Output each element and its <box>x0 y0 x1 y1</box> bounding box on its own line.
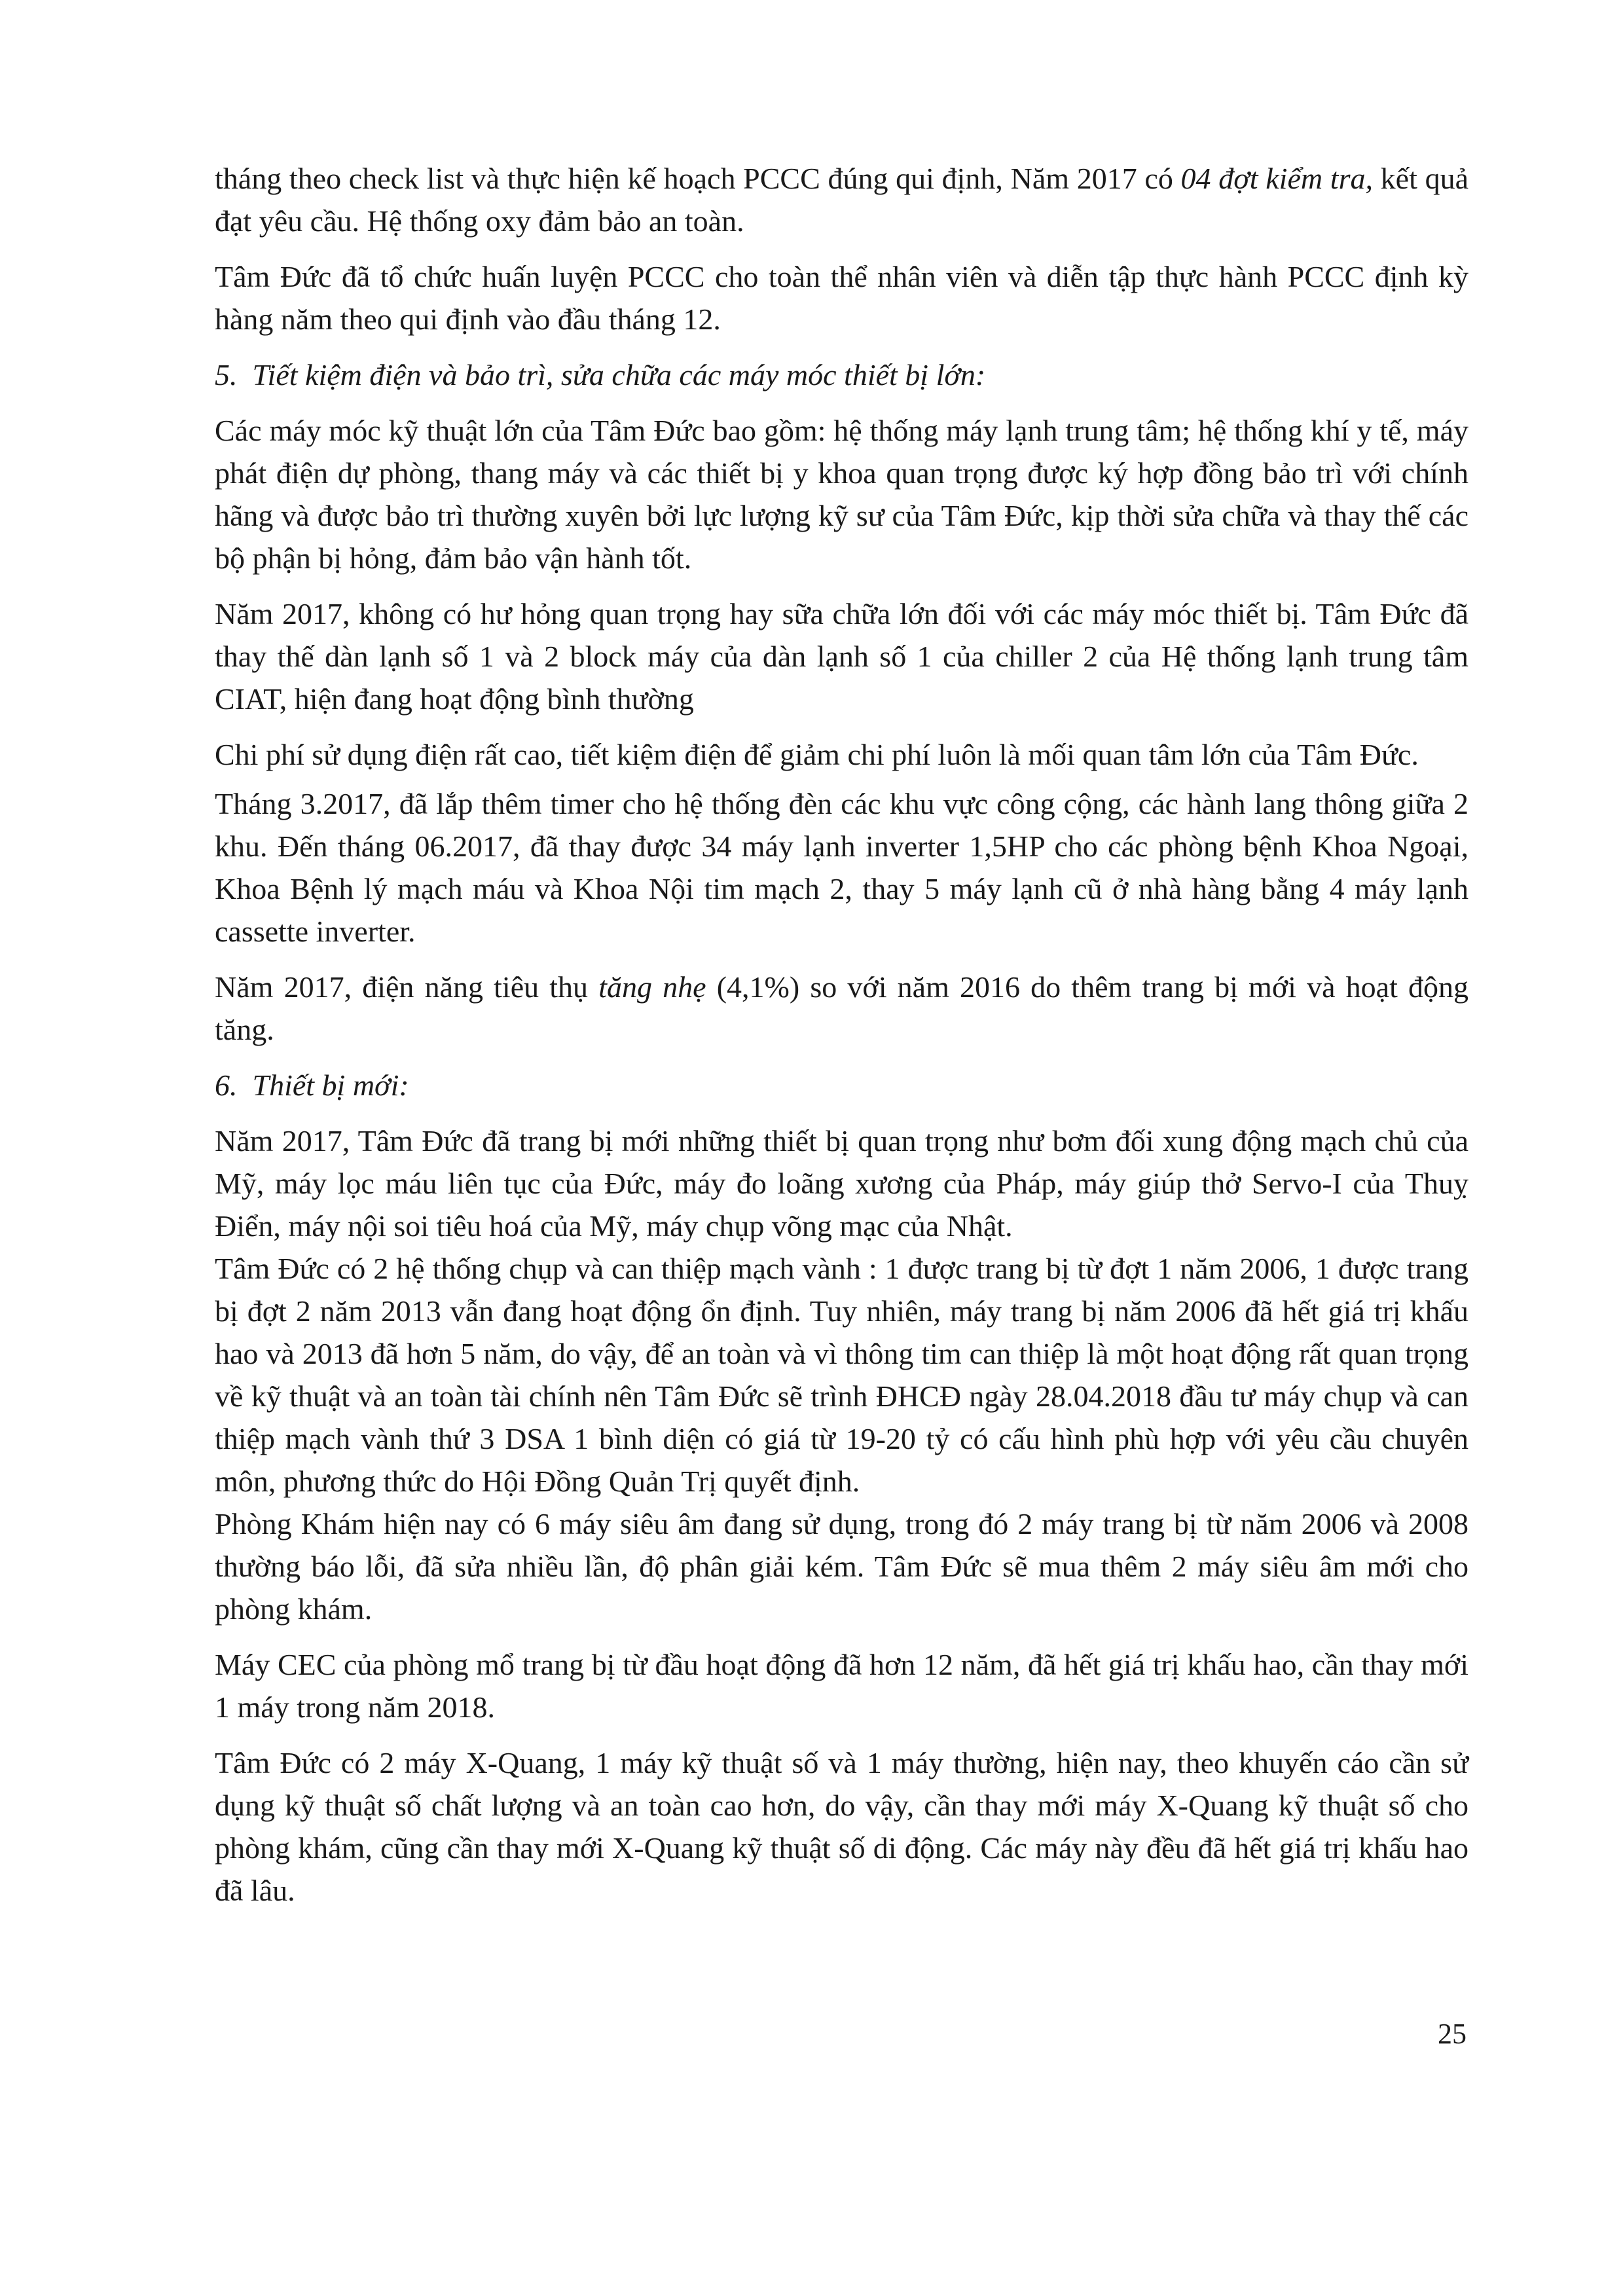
text: tháng theo check list và thực hiện kế hoạch PCCC đúng qui định, Năm 2017 có <box>215 162 1181 195</box>
paragraph-fire-training: Tâm Đức đã tổ chức huấn luyện PCCC cho toàn thể nhân viên và diễn tập thực hành PCCC định kỳ hàng năm theo qui định vào đầu tháng 12. <box>215 260 1468 336</box>
paragraph-cec-machine: Máy CEC của phòng mổ trang bị từ đầu hoạt động đã hơn 12 năm, đã hết giá trị khấu hao, cần thay mới 1 máy trong năm 2018. <box>215 1648 1468 1724</box>
page-number: 25 <box>1438 2018 1467 2050</box>
text: kết quả đạt yêu cầu. Hệ thống oxy đảm bảo an toàn. <box>215 162 1468 238</box>
text: Năm 2017, điện năng tiêu thụ <box>215 970 599 1004</box>
paragraph-energy-consumption <box>215 966 1468 1051</box>
paragraph-fire-safety-inspection <box>215 157 1468 242</box>
paragraph-electricity-cost: Chi phí sử dụng điện rất cao, tiết kiệm điện để giảm chi phí luôn là mối quan tâm lớn của Tâm Đức. <box>215 738 1419 771</box>
emphasis-text: tăng nhẹ <box>598 970 706 1004</box>
paragraph-2017-repairs: Năm 2017, không có hư hỏng quan trọng hay sữa chữa lớn đối với các máy móc thiết bị. Tâm Đức đã thay thế dàn lạnh số 1 và 2 block máy của dàn lạnh số 1 của chiller 2 của Hệ thống lạnh trung tâm CIAT, hiện đang hoạt động bình thường <box>215 597 1468 716</box>
section-title: Tiết kiệm điện và bảo trì, sửa chữa các máy móc thiết bị lớn: <box>252 358 986 392</box>
document-body <box>215 157 1468 1912</box>
section-title: Thiết bị mới: <box>252 1068 409 1102</box>
paragraph-ultrasound-machines: Phòng Khám hiện nay có 6 máy siêu âm đang sử dụng, trong đó 2 máy trang bị từ năm 2006 và 2008 thường báo lỗi, đã sửa nhiều lần, độ phân giải kém. Tâm Đức sẽ mua thêm 2 máy siêu âm mới cho phòng khám. <box>215 1507 1468 1626</box>
section-number: 5. <box>215 358 238 392</box>
paragraph-new-equipment-2017: Năm 2017, Tâm Đức đã trang bị mới những thiết bị quan trọng như bơm đối xung động mạch chủ của Mỹ, máy lọc máu liên tục của Đức, máy đo loãng xương của Pháp, máy giúp thở Servo-I của Thuỵ Điển, máy nội soi tiêu hoá của Mỹ, máy chụp võng mạc của Nhật. <box>215 1124 1468 1243</box>
paragraph-energy-saving-actions: Tháng 3.2017, đã lắp thêm timer cho hệ thống đèn các khu vực công cộng, các hành lang thông giữa 2 khu. Đến tháng 06.2017, đã thay được 34 máy lạnh inverter 1,5HP cho các phòng bệnh Khoa Ngoại, Khoa Bệnh lý mạch máu và Khoa Nội tim mạch 2, thay 5 máy lạnh cũ ở nhà hàng bằng 4 máy lạnh cassette inverter. <box>215 787 1468 948</box>
paragraph-xray-machines: Tâm Đức có 2 máy X-Quang, 1 máy kỹ thuật số và 1 máy thường, hiện nay, theo khuyến cáo cần sử dụng kỹ thuật số chất lượng và an toàn cao hơn, do vậy, cần thay mới máy X-Quang kỹ thuật số cho phòng khám, cũng cần thay mới X-Quang kỹ thuật số di động. Các máy này đều đã hết giá trị khấu hao đã lâu. <box>215 1746 1468 1907</box>
section-heading-5 <box>215 354 1468 396</box>
paragraph-major-equipment: Các máy móc kỹ thuật lớn của Tâm Đức bao gồm: hệ thống máy lạnh trung tâm; hệ thống khí y tế, máy phát điện dự phòng, thang máy và các thiết bị y khoa quan trọng được ký hợp đồng bảo trì với chính hãng và được bảo trì thường xuyên bởi lực lượng kỹ sư của Tâm Đức, kịp thời sửa chữa và thay thế các bộ phận bị hỏng, đảm bảo vận hành tốt. <box>215 414 1468 575</box>
text: (4,1%) so với năm 2016 do thêm trang bị mới và hoạt động tăng. <box>215 970 1469 1046</box>
section-heading-6 <box>215 1064 1468 1106</box>
paragraph-angiography-systems: Tâm Đức có 2 hệ thống chụp và can thiệp mạch vành : 1 được trang bị từ đợt 1 năm 2006, 1 được trang bị đợt 2 năm 2013 vẫn đang hoạt động ổn định. Tuy nhiên, máy trang bị năm 2006 đã hết giá trị khấu hao và 2013 đã hơn 5 năm, do vậy, để an toàn và vì thông tim can thiệp là một hoạt động rất quan trọng về kỹ thuật và an toàn tài chính nên Tâm Đức sẽ trình ĐHCĐ ngày 28.04.2018 đầu tư máy chụp và can thiệp mạch vành thứ 3 DSA 1 bình diện có giá từ 19-20 tỷ có cấu hình phù hợp với yêu cầu chuyên môn, phương thức do Hội Đồng Quản Trị quyết định. <box>215 1252 1468 1498</box>
emphasis-text: 04 đợt kiểm tra, <box>1180 162 1373 195</box>
section-number: 6. <box>215 1068 238 1102</box>
